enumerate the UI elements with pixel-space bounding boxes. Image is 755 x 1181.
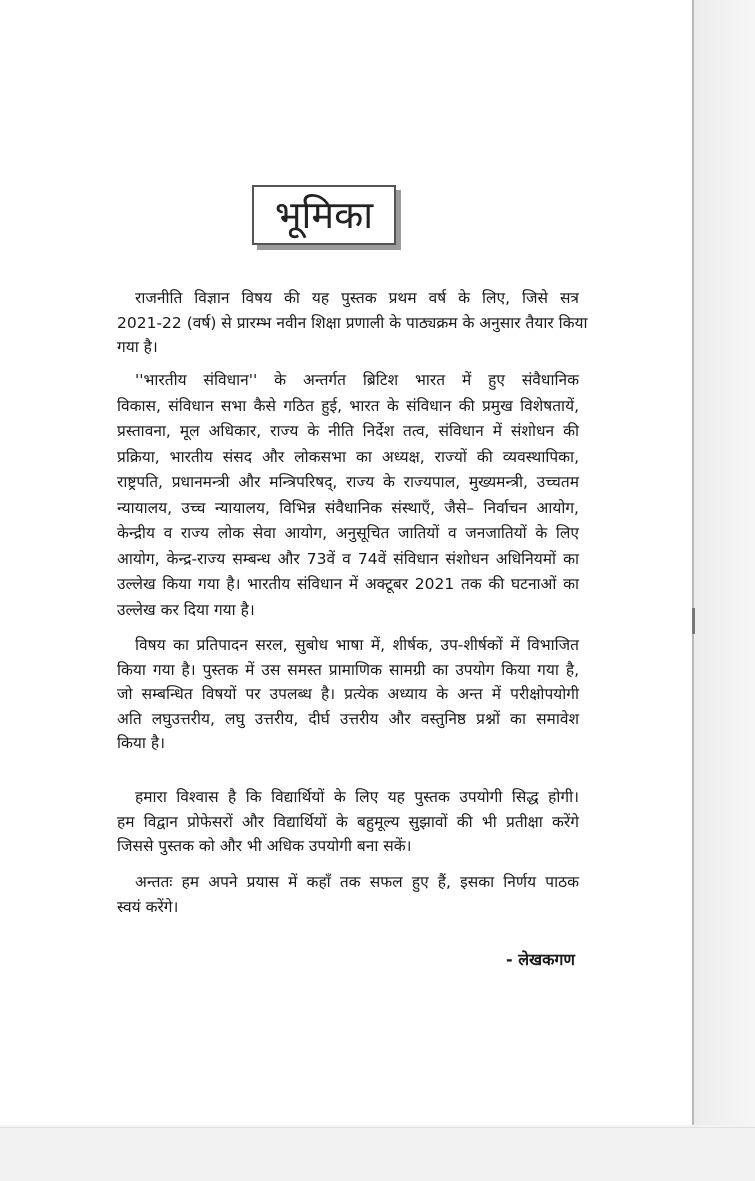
signature: - लेखकगण xyxy=(505,950,575,969)
text-line: जो सम्बन्धित विषयों पर उपलब्ध है। प्रत्येक अध्याय के अन्त में परीक्षोपयोगी xyxy=(117,685,579,703)
text-line: विकास, संविधान सभा कैसे गठित हुई, भारत के संविधान की प्रमुख विशेषतायें, xyxy=(117,396,579,415)
text-line: हमारा विश्वास है कि विद्यार्थियों के लिए यह पुस्तक उपयोगी सिद्ध होगी। xyxy=(135,788,579,806)
text-line: स्वयं करेंगे। xyxy=(117,897,179,916)
text-line: ''भारतीय संविधान'' के अन्तर्गत ब्रिटिश भारत में हुए संवैधानिक xyxy=(135,371,579,389)
text-line: किया है। xyxy=(117,734,165,752)
scan-bottom-margin xyxy=(0,1127,755,1181)
text-line: केन्द्रीय व राज्य लोक सेवा आयोग, अनुसूचित जातियों व जनजातियों के लिए xyxy=(117,524,579,542)
text-line: प्रक्रिया, भारतीय संसद और लोकसभा का अध्यक्ष, राज्यों की व्यवस्थापिका, xyxy=(117,447,579,466)
paragraph xyxy=(117,368,579,623)
text-line: राष्ट्रपति, प्रधानमन्त्री और मन्त्रिपरिषद्, राज्य के राज्यपाल, मुख्यमन्त्री, उच्चतम xyxy=(117,473,579,491)
title-box xyxy=(252,185,396,245)
text-line: जिससे पुस्तक को और भी अधिक उपयोगी बना सकें। xyxy=(117,837,412,855)
paragraph xyxy=(117,785,579,859)
text-line: हम विद्वान प्रोफेसरों और विद्यार्थियों के बहुमूल्य सुझावों की भी प्रतीक्षा करेंगे xyxy=(117,812,579,831)
paragraph xyxy=(117,286,588,360)
page-title: भूमिका xyxy=(274,193,374,237)
text-line: उल्लेख कर दिया गया है। xyxy=(117,600,255,619)
text-line: प्रस्तावना, मूल अधिकार, राज्य के नीति निर्देश तत्व, संविधान में संशोधन की xyxy=(117,422,579,440)
text-line: आयोग, केन्द्र-राज्य सम्बन्ध और 73वें व 74वें संविधान संशोधन अधिनियमों का xyxy=(117,549,579,568)
scan-margin xyxy=(694,0,755,1125)
scan-mark xyxy=(692,608,695,634)
text-line: गया है। xyxy=(117,338,158,356)
text-line: विषय का प्रतिपादन सरल, सुबोध भाषा में, शीर्षक, उप-शीर्षकों में विभाजित xyxy=(135,636,579,654)
text-line: अति लघुउत्तरीय, लघु उत्तरीय, दीर्घ उत्तरीय और वस्तुनिष्ठ प्रश्नों का समावेश xyxy=(117,709,579,728)
paragraph xyxy=(117,633,579,756)
paragraph xyxy=(117,870,579,919)
text-line: राजनीति विज्ञान विषय की यह पुस्तक प्रथम वर्ष के लिए, जिसे सत्र xyxy=(135,289,579,307)
text-line: किया गया है। पुस्तक में उस समस्त प्रामाणिक सामग्री का उपयोग किया गया है, xyxy=(117,660,579,679)
text-line: अन्ततः हम अपने प्रयास में कहाँ तक सफल हुए हैं, इसका निर्णय पाठक xyxy=(135,873,579,891)
text-line: उल्लेख किया गया है। भारतीय संविधान में अक्टूबर 2021 तक की घटनाओं का xyxy=(117,575,579,593)
text-line: न्यायालय, उच्च न्यायालय, विभिन्न संवैधानिक संस्थाएँ, जैसे– निर्वाचन आयोग, xyxy=(117,498,579,517)
text-line: 2021-22 (वर्ष) से प्रारम्भ नवीन शिक्षा प्रणाली के पाठ्यक्रम के अनुसार तैयार किया xyxy=(117,313,588,332)
